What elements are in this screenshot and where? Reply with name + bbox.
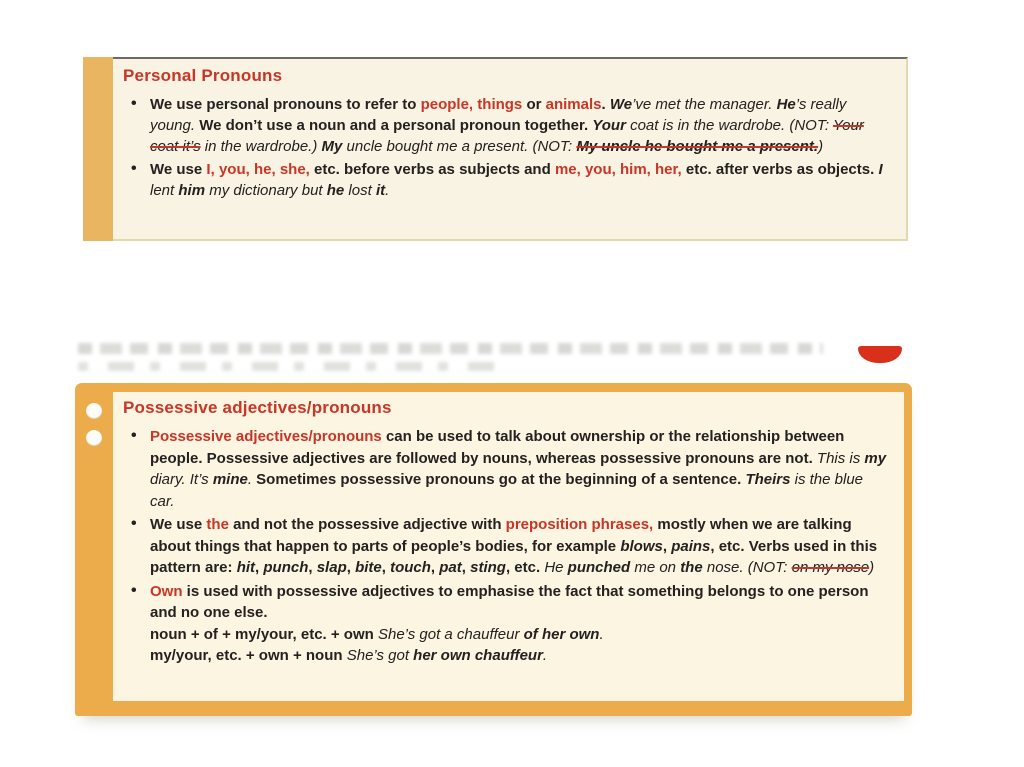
text-run: the	[680, 559, 703, 576]
text-run: .	[247, 471, 257, 488]
text-run: he,	[253, 161, 276, 178]
text-run: lent	[150, 182, 179, 199]
pattern-formula	[150, 645, 890, 667]
text-run: bite	[355, 559, 382, 576]
text-run: my/your, etc. + own + noun	[150, 647, 347, 664]
rule-bullet	[123, 426, 890, 512]
rule-bullet	[123, 581, 890, 667]
text-run: Your	[592, 117, 626, 134]
text-run: touch	[390, 559, 431, 576]
text-run: he	[326, 182, 345, 199]
text-run: punched	[567, 559, 631, 576]
text-run: My uncle he bought me a present.	[576, 138, 819, 155]
text-run: etc. after verbs as objects.	[681, 161, 879, 178]
text-run: people,	[420, 96, 474, 113]
text-run: , etc. Verbs used in this pattern are:	[150, 537, 878, 576]
text-run: We use	[150, 161, 207, 178]
text-run: or	[522, 96, 546, 113]
text-run: ,	[346, 559, 356, 576]
faded-ghost-text	[78, 343, 906, 377]
ghost-text-line	[78, 362, 509, 371]
rules-list	[123, 426, 890, 667]
text-run: .	[599, 625, 604, 643]
text-run: ,	[308, 559, 317, 576]
left-accent-strip	[83, 57, 113, 241]
punch-hole	[86, 403, 102, 419]
text-run: the	[206, 516, 229, 533]
text-run: on my nose	[791, 559, 870, 576]
possessive-adjectives-content	[113, 392, 904, 701]
text-run: preposition phrases,	[505, 516, 654, 533]
text-run: blows	[620, 537, 663, 555]
text-run: is used with possessive adjectives to emphasise the fact that something belongs to one person and no one else.	[150, 582, 869, 621]
text-run: lost	[344, 182, 376, 199]
text-run: is the blue car.	[150, 471, 863, 510]
text-run: hit	[236, 559, 256, 576]
rule-bullet	[123, 514, 890, 579]
punch-hole	[86, 430, 102, 446]
text-run: nose. (NOT:	[702, 559, 792, 576]
rule-text	[150, 428, 886, 510]
text-run: We use	[150, 516, 207, 533]
text-run: punch	[263, 559, 309, 576]
text-run: .	[385, 182, 390, 199]
rule-text	[150, 96, 864, 155]
text-run: Own	[150, 582, 183, 600]
text-run: you,	[218, 161, 250, 178]
text-run: she,	[279, 161, 310, 178]
text-run: can be used to talk about ownership or the relationship between people. Possessive adjectives are followed by nouns, whereas possessive pronouns are not.	[150, 428, 845, 467]
pattern-formula	[150, 624, 890, 646]
formula-text	[150, 626, 604, 643]
rule-text	[150, 516, 877, 576]
possessive-adjectives-panel	[75, 383, 912, 716]
text-run: , etc.	[505, 559, 545, 576]
text-run: )	[869, 559, 875, 576]
text-run: She’s got	[346, 647, 414, 664]
text-run: him,	[619, 161, 651, 178]
text-run: and not the possessive adjective with	[228, 516, 506, 533]
text-run: sting	[470, 559, 506, 576]
text-run: Possessive adjectives/pronouns	[150, 428, 382, 445]
text-run: .	[601, 96, 610, 113]
text-run: in the wardrobe.)	[200, 138, 322, 155]
text-run: Theirs	[745, 471, 791, 488]
text-run: it	[375, 182, 386, 199]
text-run: her,	[655, 161, 682, 178]
text-run: Your coat it’s	[150, 117, 864, 155]
personal-pronouns-content	[113, 57, 908, 241]
text-run: My	[321, 138, 343, 155]
text-run: .	[542, 647, 548, 664]
text-run: Sometimes possessive pronouns go at the beginning of a sentence.	[256, 471, 746, 488]
personal-pronouns-panel	[83, 57, 908, 241]
text-run: coat is in the wardrobe. (NOT:	[625, 117, 833, 134]
text-run: ,	[255, 559, 264, 576]
text-run: me,	[554, 161, 581, 178]
text-run: my dictionary but	[205, 182, 327, 199]
text-run: pat	[439, 559, 462, 576]
text-run: uncle bought me a present. (NOT:	[342, 138, 577, 155]
rule-text	[150, 583, 869, 622]
text-run: We use personal pronouns to refer to	[150, 96, 421, 113]
text-run: things	[477, 96, 523, 113]
text-run: mine	[212, 471, 248, 488]
text-run: I,	[206, 161, 215, 178]
rule-bullet	[123, 94, 892, 157]
rules-list	[123, 94, 892, 201]
text-run: of her own	[523, 625, 600, 643]
text-run: etc. before verbs as subjects and	[309, 161, 555, 178]
text-run: my	[864, 449, 887, 467]
text-run: ’s really young.	[150, 96, 847, 134]
text-run: me on	[630, 559, 681, 576]
formula-text	[150, 647, 547, 664]
text-run: ’ve met the manager.	[632, 96, 777, 113]
text-run: )	[818, 138, 824, 155]
text-run: He	[776, 96, 796, 113]
text-run: slap	[316, 559, 347, 576]
text-run: ,	[461, 559, 471, 576]
text-run: him	[178, 182, 206, 199]
text-run: I	[878, 161, 883, 178]
text-run: We don’t use a noun and a personal pronoun together.	[199, 117, 593, 134]
text-run: He	[544, 559, 568, 576]
text-run: ,	[430, 559, 440, 576]
text-run: pains	[671, 537, 711, 555]
text-run: We	[609, 96, 633, 113]
text-run: noun + of + my/your, etc. + own	[150, 625, 378, 643]
text-run: her own chauffeur	[413, 647, 543, 664]
text-run: diary. It’s	[150, 471, 213, 488]
text-run: mostly when we are talking about things that happen to parts of people’s bodies, for example	[150, 516, 852, 555]
text-run: She’s got a chauffeur	[377, 625, 524, 643]
ghost-text-line	[78, 343, 823, 354]
text-run: animals	[545, 96, 602, 113]
text-run: you,	[584, 161, 616, 178]
text-run: This is	[816, 449, 865, 467]
rule-text	[150, 161, 883, 199]
panel-title: Personal Pronouns	[123, 66, 283, 85]
rule-bullet	[123, 159, 892, 201]
text-run: ,	[381, 559, 391, 576]
panel-title: Possessive adjectives/pronouns	[123, 398, 392, 417]
text-run: ,	[662, 537, 672, 555]
